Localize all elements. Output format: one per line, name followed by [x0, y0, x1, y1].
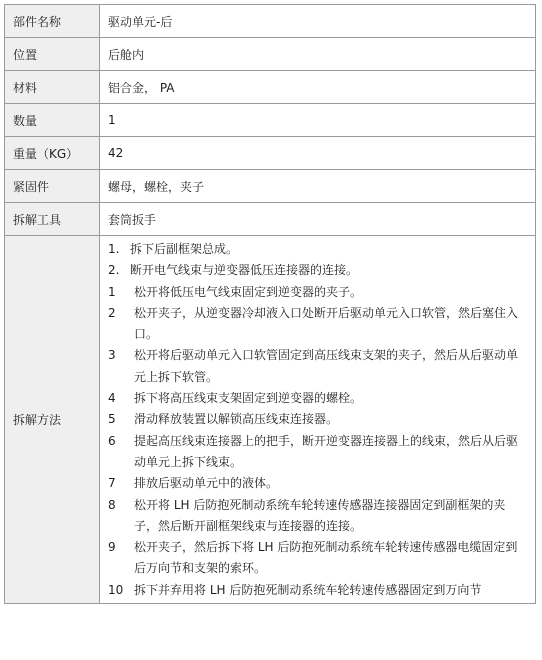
row-label: 数量 [5, 104, 100, 137]
row-label: 部件名称 [5, 5, 100, 38]
step-text: 断开电气线束与逆变器低压连接器的连接。 [130, 263, 359, 278]
row-value: 42 [100, 137, 536, 170]
table-row [5, 170, 536, 203]
row-value: 套筒扳手 [100, 203, 536, 236]
step-number: 7 [108, 476, 116, 491]
method-row [5, 236, 536, 604]
method-step [108, 303, 527, 346]
step-text: 松开将后驱动单元入口软管固定到高压线束支架的夹子，然后从后驱动单元上拆下软管。 [134, 348, 519, 384]
table-row [5, 104, 536, 137]
step-text: 松开夹子，从逆变器冷却液入口处断开后驱动单元入口软管，然后塞住入口。 [134, 305, 519, 342]
step-text: 拆下将高压线束支架固定到逆变器的螺栓。 [134, 391, 363, 406]
method-step [108, 473, 527, 494]
step-number: 1. [108, 242, 120, 256]
step-number: 10 [108, 582, 124, 597]
row-label: 位置 [5, 38, 100, 71]
row-value: 驱动单元-后 [100, 5, 536, 38]
table-row [5, 5, 536, 38]
method-step [108, 537, 527, 580]
step-text: 提起高压线束连接器上的把手，断开逆变器连接器上的线束，然后从后驱动单元上拆下线束。 [134, 433, 519, 469]
method-step [108, 282, 527, 303]
method-steps [100, 236, 536, 604]
row-label: 紧固件 [5, 170, 100, 203]
step-text: 排放后驱动单元中的液体。 [134, 476, 279, 491]
step-number: 8 [108, 497, 116, 512]
table-row [5, 71, 536, 104]
row-value: 后舱内 [100, 38, 536, 71]
disassembly-info-sheet [4, 4, 536, 604]
step-text: 松开将低压电气线束固定到逆变器的夹子。 [134, 284, 363, 299]
method-step [108, 580, 527, 601]
step-number: 9 [108, 540, 116, 555]
table-row [5, 38, 536, 71]
row-value: 1 [100, 104, 536, 137]
step-number: 1 [108, 284, 116, 299]
step-text: 拆下后副框架总成。 [130, 242, 239, 256]
method-step [108, 409, 527, 430]
table-row [5, 137, 536, 170]
step-text: 松开夹子，然后拆下将 LH 后防抱死制动系统车轮转速传感器电缆固定到后万向节和支架的索环。 [134, 540, 518, 576]
step-text: 松开将 LH 后防抱死制动系统车轮转速传感器连接器固定到副框架的夹子，然后断开副框架线束与连接器的连接。 [134, 497, 506, 533]
row-label: 材料 [5, 71, 100, 104]
method-step [108, 388, 527, 409]
table-row [5, 203, 536, 236]
step-text: 滑动释放装置以解锁高压线束连接器。 [134, 412, 339, 427]
step-number: 4 [108, 391, 116, 406]
step-number: 2 [108, 305, 116, 320]
step-number: 3 [108, 348, 116, 363]
table-body [5, 5, 536, 604]
step-text: 拆下并弃用将 LH 后防抱死制动系统车轮转速传感器固定到万向节 [134, 582, 482, 597]
method-step [108, 431, 527, 474]
method-step [108, 260, 527, 281]
method-label: 拆解方法 [5, 236, 100, 604]
method-step [108, 345, 527, 388]
step-number: 5 [108, 412, 116, 427]
method-step [108, 495, 527, 538]
row-value: 螺母，螺栓，夹子 [100, 170, 536, 203]
step-number: 6 [108, 433, 116, 448]
row-label: 拆解工具 [5, 203, 100, 236]
method-step [108, 239, 527, 260]
row-label: 重量（KG） [5, 137, 100, 170]
row-value: 铝合金， PA [100, 71, 536, 104]
step-number: 2. [108, 263, 120, 278]
disassembly-table [4, 4, 536, 604]
